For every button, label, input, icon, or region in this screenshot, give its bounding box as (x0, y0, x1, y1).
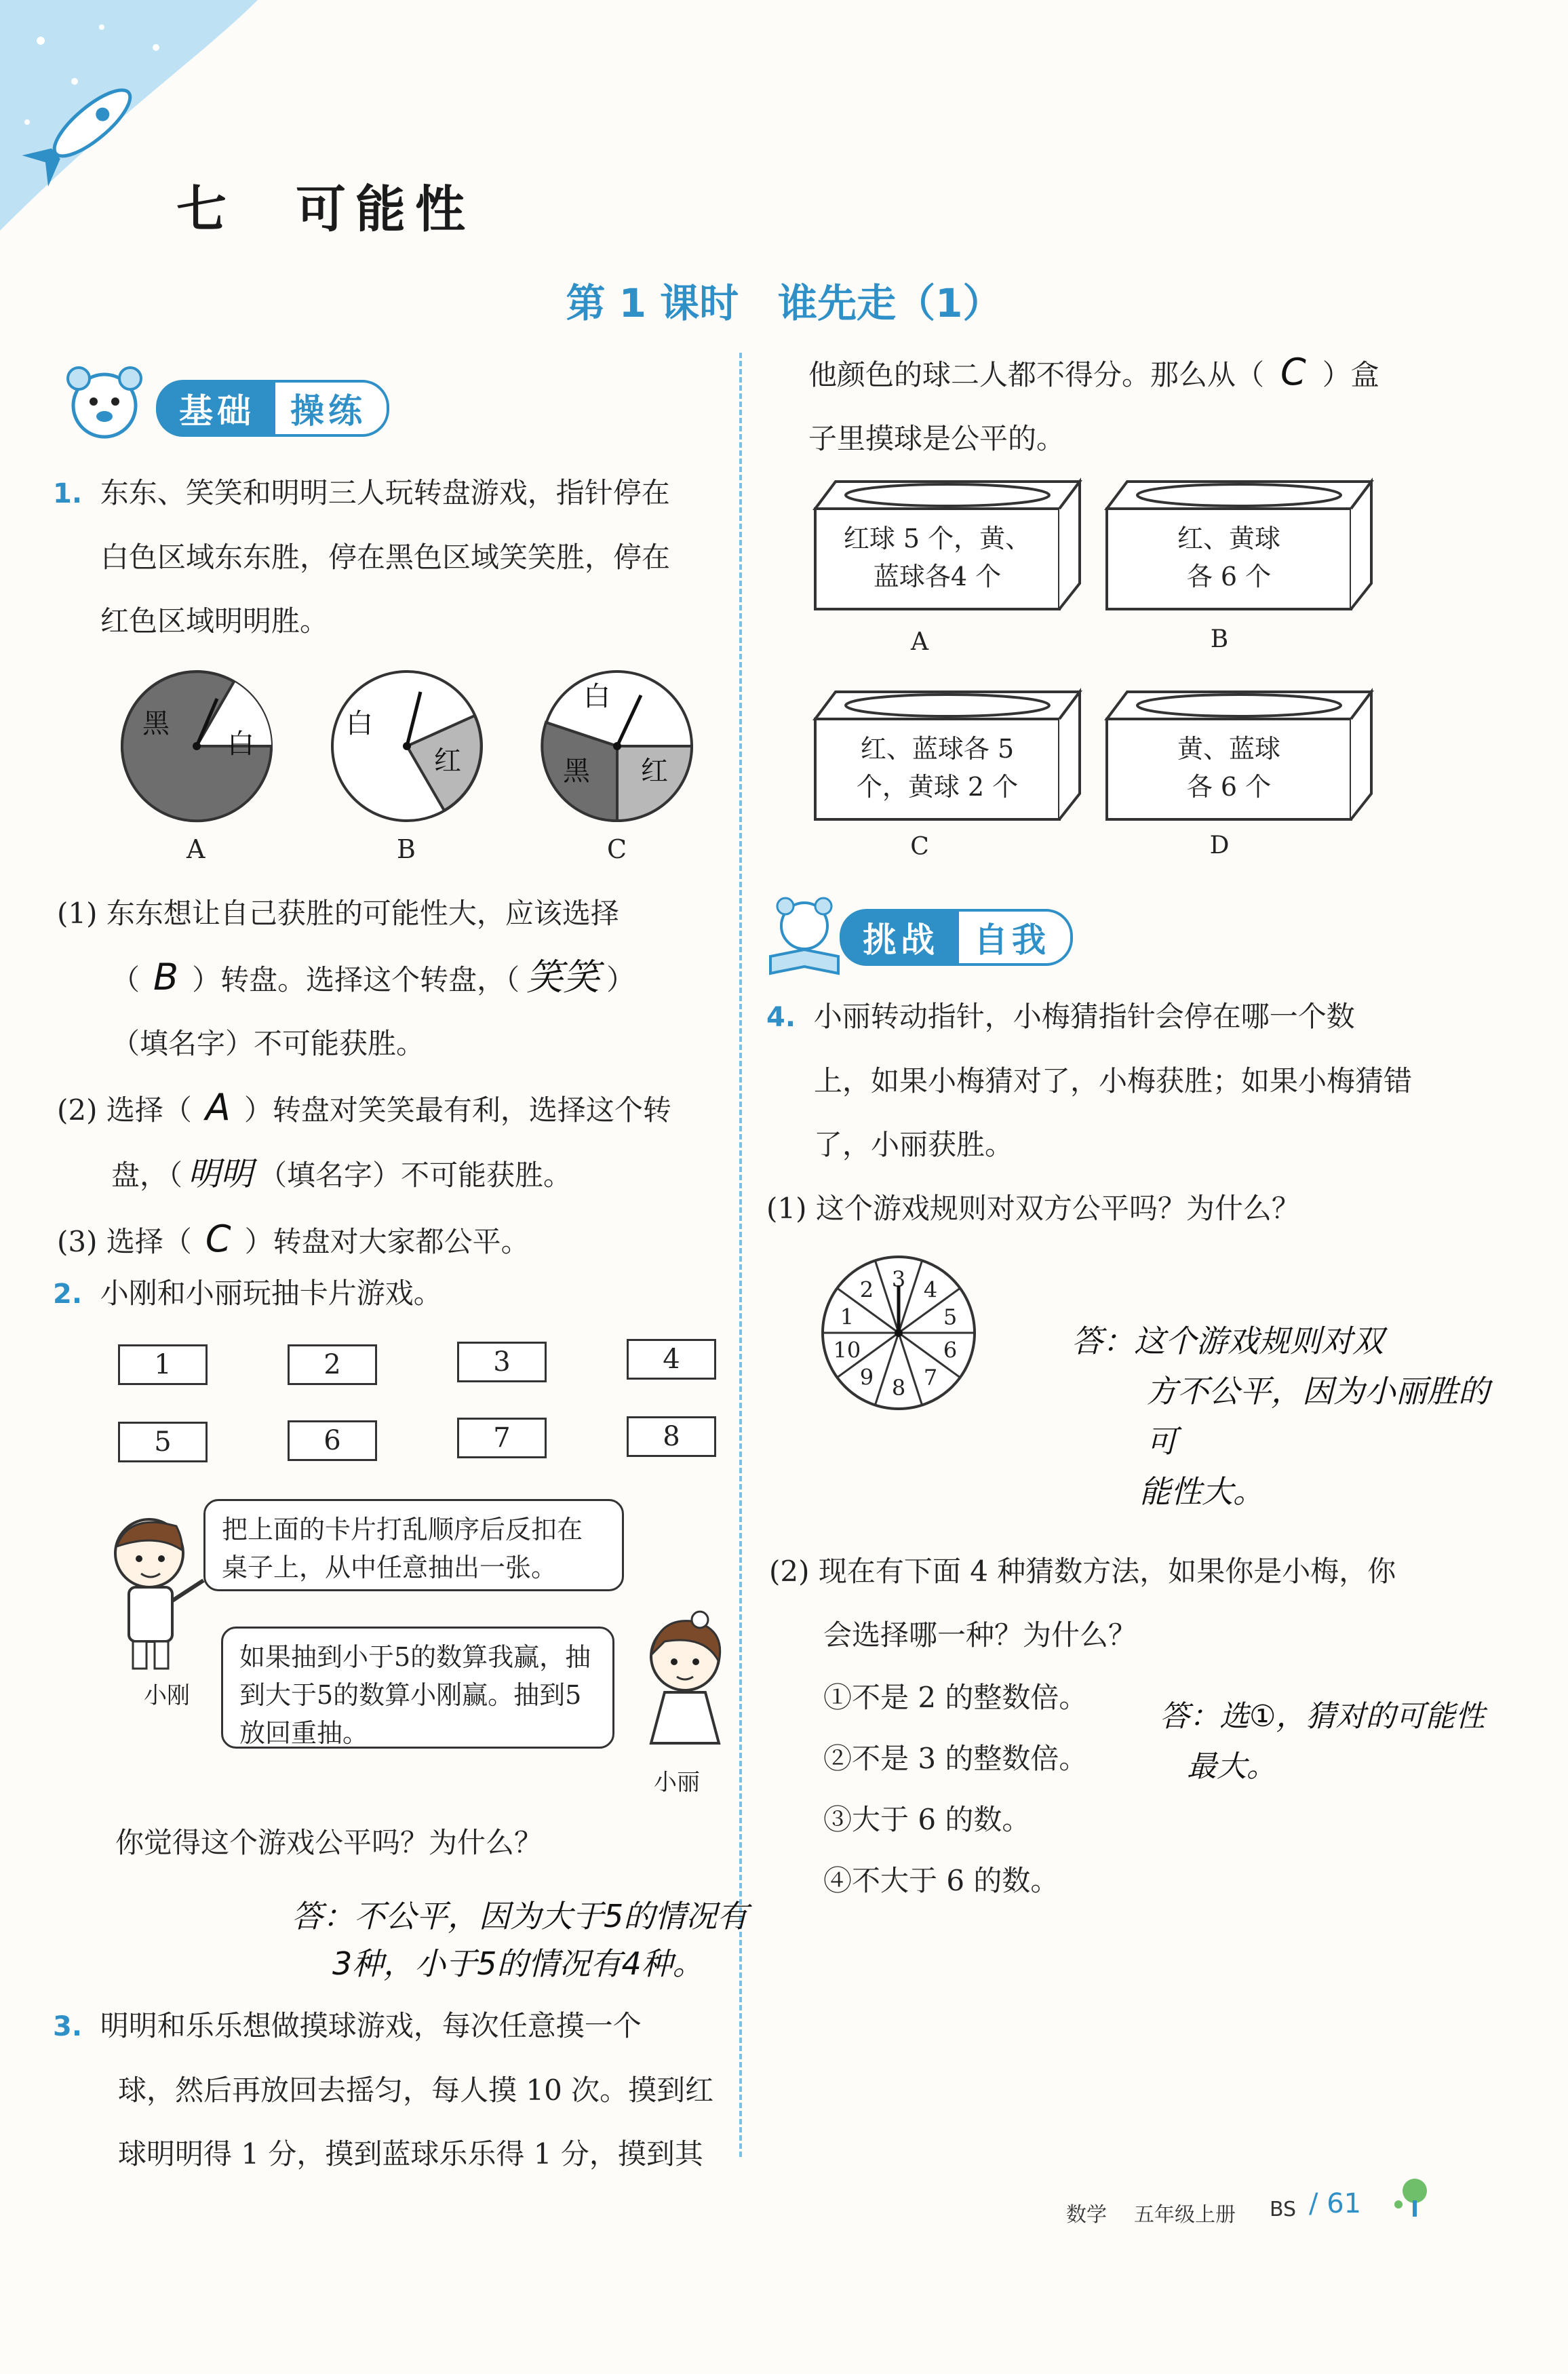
wheel-number: 6 (943, 1337, 958, 1363)
question-number: 1. (53, 478, 83, 509)
question-3: 3. 明明和乐乐想做摸球游戏，每次任意摸一个 球，然后再放回去摇匀，每人摸 10 次。摸到红 球明明得 1 分，摸到蓝球乐乐得 1 分，摸到其 (53, 2009, 714, 2171)
spinner-caption: C (607, 834, 627, 864)
wheel-number: 5 (943, 1304, 958, 1330)
section-header-challenge (840, 909, 1073, 966)
spinner-label: 黑 (563, 756, 590, 787)
spinner-label: 红 (641, 756, 668, 787)
handwritten-answer-2: 答：不公平，因为大于5的情况有 3种，小于5的情况有4种。 (292, 1898, 749, 1982)
lesson-title: 第 1 课时 谁先走（1） (566, 280, 1002, 326)
section-label-a: 基础 (156, 380, 273, 437)
spinner-caption: A (187, 834, 205, 864)
wheel-number: 1 (840, 1304, 855, 1330)
option-item: ④不大于 6 的数。 (823, 1864, 1059, 1897)
number-card: 6 (288, 1420, 377, 1461)
section-label-a: 挑战 (840, 909, 956, 966)
spinner-c (542, 672, 692, 864)
box-label: 红球 5 个，黄、 蓝球各4 个 (843, 524, 1032, 591)
wheel-number: 3 (891, 1266, 906, 1292)
spinner-label: 白 (227, 728, 254, 760)
question-number: 4. (766, 1002, 796, 1033)
number-card: 5 (118, 1422, 208, 1462)
number-card: 2 (288, 1344, 377, 1385)
number-card: 8 (627, 1416, 716, 1457)
footer-edition: BS (1270, 2198, 1297, 2221)
box-label: 红、蓝球各 5 个，黄球 2 个 (856, 734, 1019, 802)
number-card: 3 (457, 1342, 547, 1382)
bear-reading-icon (764, 895, 845, 977)
option-item: ③大于 6 的数。 (823, 1803, 1031, 1836)
footer-subject: 数学 (1066, 2203, 1107, 2227)
question-2-ask: 你觉得这个游戏公平吗？为什么？ (115, 1826, 543, 1859)
column-divider (739, 353, 742, 2157)
handwritten-answer: C (1280, 351, 1306, 393)
box-caption: D (1209, 832, 1230, 859)
spinner-b (332, 672, 482, 864)
box-label: 红、黄球 各 6 个 (1177, 524, 1280, 591)
question-3-continued: 他颜色的球二人都不得分。那么从（ C ）盒 子里摸球是公平的。 (808, 351, 1379, 455)
speech-bubble-girl: 如果抽到小于5的数算我赢，抽到大于5的数算小刚赢。抽到5放回重抽。 (221, 1627, 614, 1749)
tree-icon (1388, 2171, 1442, 2225)
wheel-number: 7 (923, 1364, 938, 1390)
section-label-b: 自我 (956, 909, 1073, 966)
handwritten-answer-4-2: 答：选①，猜对的可能性 最大。 (1160, 1699, 1485, 1784)
handwritten-answer: 笑笑 (526, 956, 600, 998)
wheel-number: 2 (859, 1277, 874, 1303)
page-title: 七 可能性 (176, 180, 475, 239)
wheel-number: 4 (923, 1277, 938, 1303)
section-header-basic (156, 380, 389, 437)
question-number: 2. (53, 1279, 83, 1310)
handwritten-answer: 明明 (188, 1155, 254, 1193)
handwritten-answer: C (205, 1218, 231, 1260)
bear-mascot-icon (57, 359, 152, 448)
handwritten-answer: B (153, 956, 179, 998)
question-2: 2. 小刚和小丽玩抽卡片游戏。 (53, 1277, 442, 1310)
box-label: 黄、蓝球 各 6 个 (1177, 734, 1280, 802)
question-4: 4. 小丽转动指针，小梅猜指针会停在哪一个数 上，如果小梅猜对了，小梅获胜；如果小梅猜错 了，小丽获胜。 (1) 这个游戏规则对双方公平吗？为什么？ (766, 1000, 1413, 1225)
number-card: 1 (118, 1344, 208, 1385)
page-number: / 61 (1309, 2188, 1362, 2219)
footer-grade: 五年级上册 (1134, 2203, 1236, 2227)
girl-figure (624, 1608, 746, 1764)
number-card: 4 (627, 1339, 716, 1380)
handwritten-answer: A (205, 1086, 231, 1129)
wheel-number: 9 (859, 1364, 874, 1390)
wheel-number: 10 (833, 1337, 861, 1363)
option-item: ①不是 2 的整数倍。 (823, 1681, 1088, 1714)
question-4-part-2: (2) 现在有下面 4 种猜数方法，如果你是小梅，你 会选择哪一种？为什么？ ①不是 2 的整数倍。 ②不是 3 的整数倍。 ③大于 6 的数。 ④不大于 6 的数。 (769, 1540, 1535, 1911)
box-caption: C (910, 833, 929, 861)
spinners-figure (115, 665, 726, 868)
box-caption: A (911, 628, 928, 656)
boy-name: 小刚 (144, 1682, 190, 1709)
question-1: 1. 东东、笑笑和明明三人玩转盘游戏，指针停在 白色区域东东胜，停在黑色区域笑笑胜，停在 红色区域明明胜。 (53, 476, 671, 638)
section-label-b: 操练 (273, 380, 389, 437)
box-caption: B (1210, 625, 1229, 653)
girl-name: 小丽 (654, 1769, 700, 1796)
question-number: 3. (53, 2011, 83, 2042)
question-1-parts: (1) 东东想让自己获胜的可能性大，应该选择 （ B ）转盘。选择这个转盘，（ 笑笑 ） （填名字）不可能获胜。 (2) 选择（ A ）转盘对笑笑最有利，选择这个转 盘，（ 明明 （填名字）不可能获胜。 (3) 选择（ C ）转盘对大家都公平。 (57, 897, 671, 1260)
number-card: 7 (457, 1418, 547, 1458)
speech-bubble-boy: 把上面的卡片打乱顺序后反扣在桌子上，从中任意抽出一张。 (203, 1499, 624, 1591)
spinner-label: 白 (583, 681, 610, 712)
wheel-number: 8 (891, 1375, 906, 1401)
number-wheel (814, 1248, 983, 1418)
spinner-label: 白 (346, 708, 373, 739)
spinner-caption: B (397, 834, 416, 864)
spinner-label: 黑 (142, 708, 170, 739)
spinner-a (122, 672, 271, 864)
spinner-label: 红 (434, 745, 461, 777)
option-item: ②不是 3 的整数倍。 (823, 1742, 1088, 1775)
handwritten-answer-4-1: 答：这个游戏规则对双 方不公平，因为小丽胜的可 能性大。 (1072, 1323, 1489, 1510)
